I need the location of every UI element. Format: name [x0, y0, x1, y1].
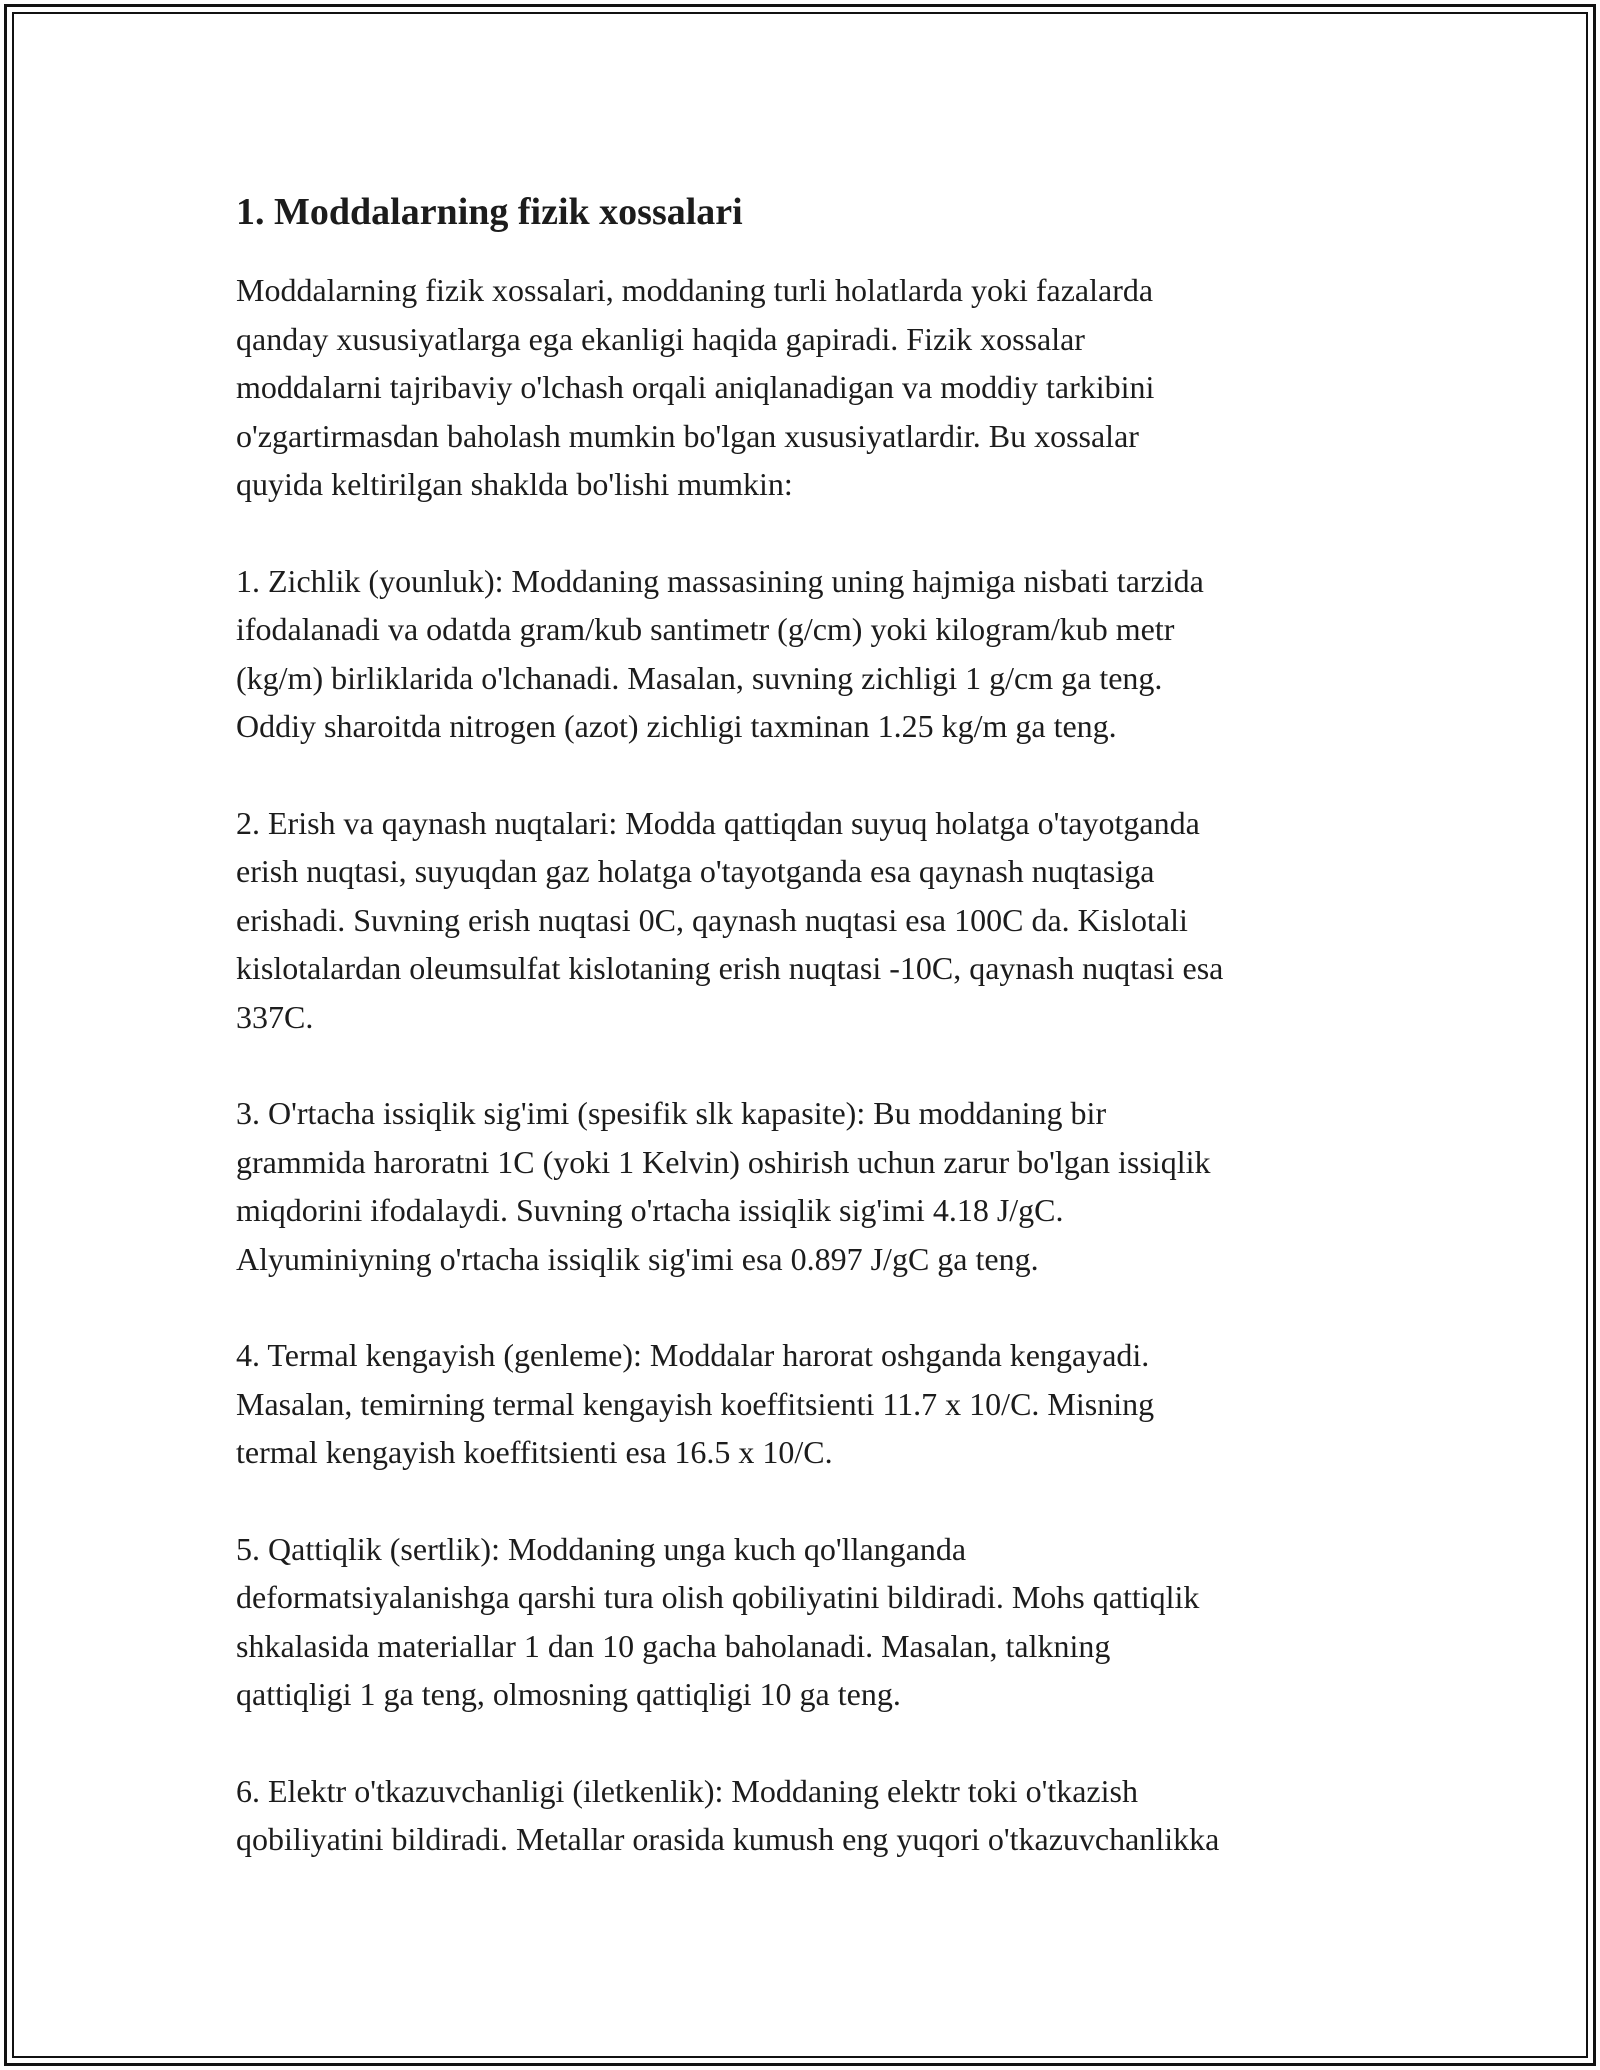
property-thermal-expansion: 4. Termal kengayish (genleme): Moddalar harorat oshganda kengayadi. Masalan, temirning termal kengayish koeffitsienti 11.7 x 10/C. Misning termal kengayish koeffitsienti esa 16.5 x 10/C.: [236, 1337, 1155, 1470]
property-specific-heat: 3. O'rtacha issiqlik sig'imi (spesifik slk kapasite): Bu moddaning bir grammida haroratni 1C (yoki 1 Kelvin) oshirish uchun zarur bo'lgan issiqlik miqdorini ifodalaydi. Suvning o'rtacha issiqlik sig'imi 4.18 J/gC. Alyuminiyning o'rtacha issiqlik sig'imi esa 0.897 J/gC ga teng.: [236, 1095, 1211, 1277]
document-body: [236, 180, 1376, 1912]
property-melting-boiling-points: 2. Erish va qaynash nuqtalari: Modda qattiqdan suyuq holatga o'tayotganda erish nuqtasi, suyuqdan gaz holatga o'tayotganda esa qaynash nuqtasiga erishadi. Suvning erish nuqtasi 0C, qaynash nuqtasi esa 100C da. Kislotali kislotalardan oleumsulfat kislotaning erish nuqtasi -10C, qaynash nuqtasi esa 337C.: [236, 804, 1224, 1035]
property-electrical-conductivity: 6. Elektr o'tkazuvchanligi (iletkenlik): Moddaning elektr toki o'tkazish qobiliyatini bildiradi. Metallar orasida kumush eng yuqori o'tkazuvchanlikka: [236, 1772, 1220, 1857]
property-hardness: 5. Qattiqlik (sertlik): Moddaning unga kuch qo'llanganda deformatsiyalanishga qarshi tura olish qobiliyatini bildiradi. Mohs qattiqlik shkalasida materiallar 1 dan 10 gacha baholanadi. Masalan, talkning qattiqligi 1 ga teng, olmosning qattiqligi 10 ga teng.: [236, 1530, 1200, 1712]
intro-paragraph: Moddalarning fizik xossalari, moddaning turli holatlarda yoki fazalarda qanday xususiyatlarga ega ekanligi haqida gapiradi. Fizik xossalar moddalarni tajribaviy o'lchash orqali aniqlanadigan va moddiy tarkibini o'zgartirmasdan baholash mumkin bo'lgan xususiyatlardir. Bu xossalar quyida keltirilgan shaklda bo'lishi mumkin:: [236, 272, 1155, 502]
property-density: 1. Zichlik (younluk): Moddaning massasining uning hajmiga nisbati tarzida ifodalanadi va odatda gram/kub santimetr (g/cm) yoki kilogram/kub metr (kg/m) birliklarida o'lchanadi. Masalan, suvning zichligi 1 g/cm ga teng. Oddiy sharoitda nitrogen (azot) zichligi taxminan 1.25 kg/m ga teng.: [236, 562, 1204, 744]
section-heading: 1. Moddalarning fizik xossalari: [236, 191, 743, 233]
